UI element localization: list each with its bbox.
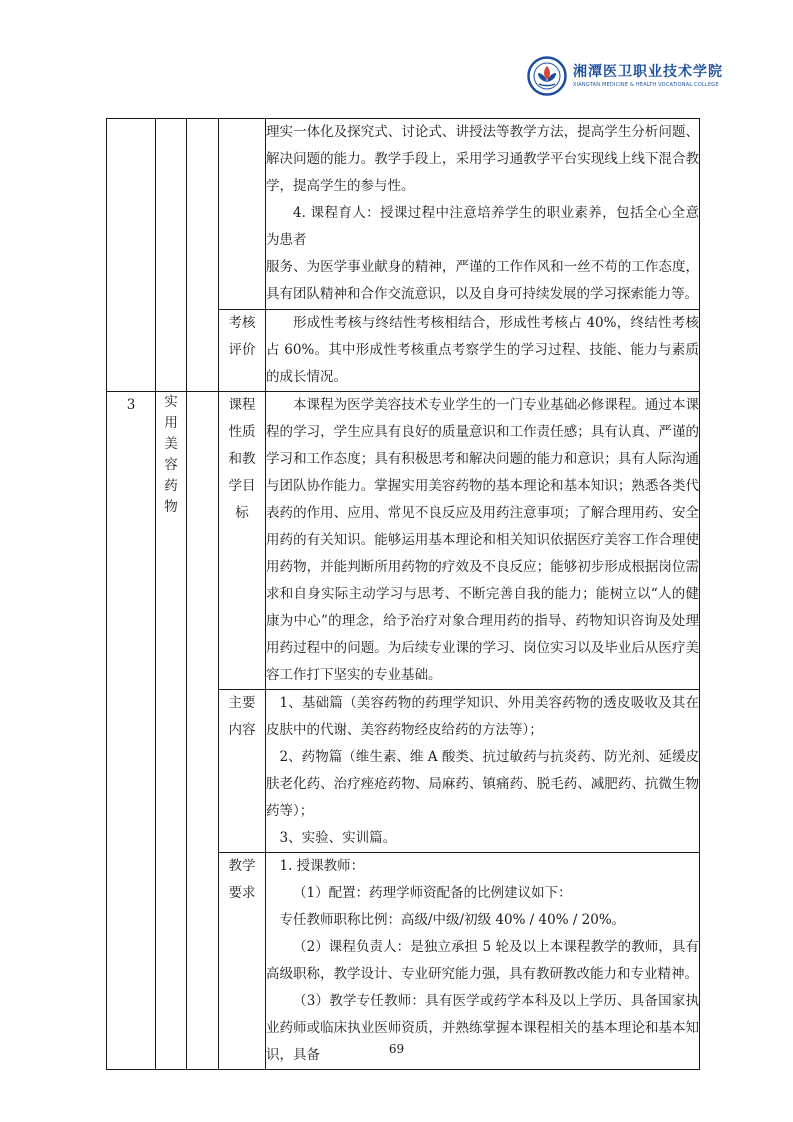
college-logo: [527, 55, 747, 97]
blank-cell: [187, 392, 219, 1070]
table-row: [107, 119, 700, 310]
page-number: 69: [388, 1042, 405, 1056]
content-label: 主要内容: [228, 695, 256, 738]
course-number: 3: [126, 397, 136, 413]
goals-text: 本课程为医学美容技术专业学生的一门专业基础必修课程。通过本课程的学习，学生应具有良好的质量意识和工作责任感；具有认真、严谨的学习和工作态度；具有积极思考和解决问题的能力和意识；具有人际沟通与团队协作能力。掌握实用美容药物的基本理论和基本知识；熟悉各类代表药的作用、应用、常见不良反应及用药注意事项；了解合理用药、安全用药的有关知识。能够运用基本理论和相关知识依据医疗美容工作合理使用药物，并能判断所用药物的疗效及不良反应；能够初步形成根据岗位需求和自身实际主动学习与思考、不断完善自我的能力；能树立以“人的健康为中心”的理念，给予治疗对象合理用药的指导、药物知识咨询及处理用药过程中的问题。为后续专业课的学习、岗位实习以及毕业后从医疗美容工作打下坚实的专业基础。: [266, 397, 699, 683]
college-emblem-icon: [527, 56, 567, 96]
content-cell: [266, 690, 700, 853]
content-item-2: 2、药物篇（维生素、维 A 酸类、抗过敏药与抗炎药、防光剂、延缓皮肤老化药、治疗痤疮药物、局麻药、镇痛药、脱毛药、减肥药、抗微生物药等）；: [266, 749, 699, 819]
req-ratio: 专任教师职称比例：高级/中级/初级 40% / 40% / 20%。: [279, 912, 626, 928]
requirements-label: 教学要求: [228, 858, 256, 901]
course-name-cell: [156, 119, 187, 392]
teaching-requirements-continued: [266, 119, 700, 310]
goals-label-cell: [219, 392, 266, 690]
course-education-line2: 服务、为医学事业献身的精神，严谨的工作作风和一丝不苟的工作态度，具有团队精神和合作交流意识，以及自身可持续发展的学习探索能力等。: [266, 259, 699, 302]
table-row: [107, 392, 700, 690]
goals-cell: [266, 392, 700, 690]
logo-english-name: XIANGTAN MEDICINE & HEALTH VOCATIONAL COLLEGE: [573, 82, 719, 88]
goals-label: 课程性质和教学目标: [228, 397, 256, 521]
course-name: 实用美容药物: [164, 394, 178, 515]
req-teacher: （3）教学专任教师：具有医学或药学本科及以上学历、具备国家执业药师或临床执业医师资质，并熟练掌握本课程相关的基本理论和基本知识，具备: [266, 993, 699, 1063]
content-item-3: 3、实验、实训篇。: [279, 830, 397, 846]
teaching-methods-text: 理实一体化及探究式、讨论式、讲授法等教学方法，提高学生分析问题、解决问题的能力。教学手段上，采用学习通教学平台实现线上线下混合教学，提高学生的参与性。: [266, 124, 699, 194]
course-name-cell: [156, 392, 187, 1070]
logo-chinese-name: 湘潭医卫职业技术学院: [573, 64, 723, 80]
row-number-cell: [107, 392, 156, 1070]
curriculum-table: [106, 118, 700, 1070]
requirements-label-cell: [219, 853, 266, 1070]
assessment-label-cell: [219, 310, 266, 392]
blank-cell: [187, 119, 219, 392]
assessment-cell: [266, 310, 700, 392]
course-education-line1: 4. 课程育人：授课过程中注意培养学生的职业素养，包括全心全意为患者: [266, 205, 699, 248]
label-cell: [219, 119, 266, 310]
content-label-cell: [219, 690, 266, 853]
content-item-1: 1、基础篇（美容药物的药理学知识、外用美容药物的透皮吸收及其在皮肤中的代谢、美容药物经皮给药的方法等）；: [266, 695, 699, 738]
req-title: 1. 授课教师：: [279, 858, 365, 874]
assessment-label: 考核评价: [228, 315, 256, 358]
requirements-cell: [266, 853, 700, 1070]
assessment-text: 形成性考核与终结性考核相结合，形成性考核占 40%，终结性考核占 60%。其中形成性考核重点考察学生的学习过程、技能、能力与素质的成长情况。: [266, 315, 699, 385]
req-leader: （2）课程负责人：是独立承担 5 轮及以上本课程教学的教师，具有高级职称，教学设计、专业研究能力强，具有教研教改能力和专业精神。: [266, 939, 699, 982]
row-number-cell: [107, 119, 156, 392]
req-config: （1）配置：药理学师资配备的比例建议如下：: [293, 885, 572, 901]
